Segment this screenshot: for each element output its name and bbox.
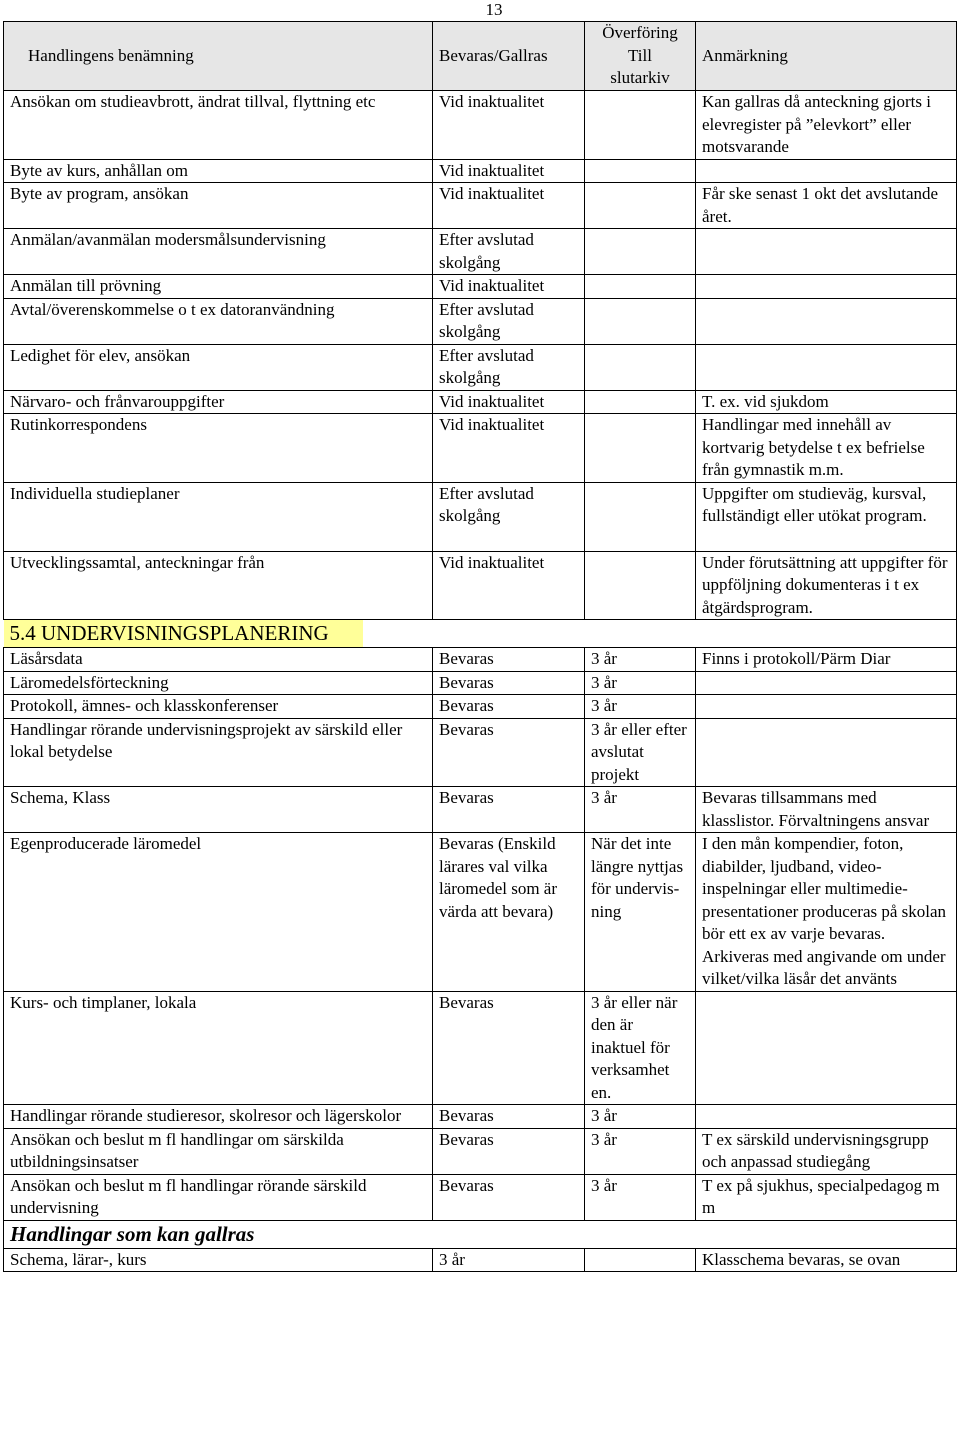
cell-name: Ansökan och beslut m fl handlingar om särskilda utbildningsinsatser <box>4 1128 433 1174</box>
cell-name: Handlingar rörande undervisningsprojekt av särskild eller lokal betydelse <box>4 718 433 787</box>
cell-name: Anmälan/avanmälan modersmålsundervisning <box>4 229 433 275</box>
table-row <box>4 695 957 719</box>
cell-name: Schema, Klass <box>4 787 433 833</box>
cell-note: Handlingar med innehåll av kortvarig betydelse t ex befrielse från gymnastik m.m. <box>696 414 957 483</box>
table-row <box>4 159 957 183</box>
cell-keep: Vid inaktualitet <box>433 275 585 299</box>
cell-transfer <box>585 414 696 483</box>
cell-name: Anmälan till prövning <box>4 275 433 299</box>
cell-name: Handlingar rörande studieresor, skolresor och lägerskolor <box>4 1105 433 1129</box>
cell-transfer: 3 år <box>585 695 696 719</box>
section-header-row <box>4 620 957 648</box>
cell-transfer: 3 år <box>585 671 696 695</box>
cell-name: Kurs- och timplaner, lokala <box>4 991 433 1105</box>
cell-note <box>696 275 957 299</box>
cell-transfer: 3 år <box>585 648 696 672</box>
table-row <box>4 229 957 275</box>
cell-keep: Efter avslutad skolgång <box>433 344 585 390</box>
table-row <box>4 833 957 992</box>
cell-name: Utvecklingssamtal, anteckningar från <box>4 551 433 620</box>
table-row <box>4 648 957 672</box>
cell-note <box>696 159 957 183</box>
cell-keep: Bevaras <box>433 991 585 1105</box>
cell-name: Närvaro- och frånvarouppgifter <box>4 390 433 414</box>
cell-note <box>696 298 957 344</box>
cell-keep: Vid inaktualitet <box>433 183 585 229</box>
table-row <box>4 671 957 695</box>
cell-name: Individuella studieplaner <box>4 482 433 551</box>
cell-transfer <box>585 229 696 275</box>
cell-note: Kan gallras då anteckning gjorts i elevregister på ”elevkort” eller motsvarande <box>696 91 957 160</box>
cell-note <box>696 991 957 1105</box>
cell-transfer: 3 år <box>585 1128 696 1174</box>
header-name: Handlingens benämning <box>4 22 433 91</box>
cell-keep: Bevaras <box>433 1128 585 1174</box>
cell-keep: Bevaras (Enskild lärares val vilka läromedel som är värda att bevara) <box>433 833 585 992</box>
cell-transfer <box>585 344 696 390</box>
cell-transfer <box>585 390 696 414</box>
cell-keep: Vid inaktualitet <box>433 551 585 620</box>
cell-keep: Vid inaktualitet <box>433 91 585 160</box>
cell-transfer: 3 år <box>585 1174 696 1220</box>
cell-transfer <box>585 298 696 344</box>
cell-note: T. ex. vid sjukdom <box>696 390 957 414</box>
table-row <box>4 787 957 833</box>
gallras-header-row <box>4 1220 957 1248</box>
cell-name: Avtal/överenskommelse o t ex datoranvändning <box>4 298 433 344</box>
cell-name: Egenproducerade läromedel <box>4 833 433 992</box>
cell-transfer <box>585 159 696 183</box>
table-row <box>4 1105 957 1129</box>
cell-name: Protokoll, ämnes- och klasskonferenser <box>4 695 433 719</box>
cell-keep: 3 år <box>433 1248 585 1272</box>
cell-transfer: 3 år <box>585 1105 696 1129</box>
cell-keep: Efter avslutad skolgång <box>433 482 585 551</box>
header-keep: Bevaras/Gallras <box>433 22 585 91</box>
table-header-row <box>4 22 957 91</box>
cell-name: Läsårsdata <box>4 648 433 672</box>
cell-transfer: När det inte längre nyttjas för undervis-ning <box>585 833 696 992</box>
cell-name: Ansökan om studieavbrott, ändrat tillval, flyttning etc <box>4 91 433 160</box>
table-row <box>4 183 957 229</box>
cell-keep: Bevaras <box>433 671 585 695</box>
cell-note <box>696 229 957 275</box>
cell-transfer <box>585 91 696 160</box>
table-row <box>4 298 957 344</box>
table-row <box>4 482 957 551</box>
table-row <box>4 275 957 299</box>
cell-keep: Bevaras <box>433 787 585 833</box>
table-row <box>4 551 957 620</box>
cell-note: Bevaras tillsammans med klasslistor. Förvaltningens ansvar <box>696 787 957 833</box>
cell-transfer <box>585 1248 696 1272</box>
cell-note: Under förutsättning att uppgifter för uppföljning dokumenteras i t ex åtgärdsprogram. <box>696 551 957 620</box>
cell-name: Läromedelsförteckning <box>4 671 433 695</box>
cell-transfer <box>585 183 696 229</box>
cell-note <box>696 1105 957 1129</box>
cell-keep: Bevaras <box>433 1105 585 1129</box>
cell-keep: Vid inaktualitet <box>433 390 585 414</box>
table-row <box>4 1128 957 1174</box>
cell-note: I den mån kompendier, foton, diabilder, ljudband, video-inspelningar eller multimedie-presentationer produceras på skolan bör ett ex av varje bevaras. Arkiveras med angivande om under vilket/vilka läsår det använts <box>696 833 957 992</box>
cell-note: Finns i protokoll/Pärm Diar <box>696 648 957 672</box>
cell-transfer <box>585 482 696 551</box>
cell-note <box>696 718 957 787</box>
cell-name: Byte av kurs, anhållan om <box>4 159 433 183</box>
table-row <box>4 1174 957 1220</box>
cell-transfer: 3 år <box>585 787 696 833</box>
section-title-text: 5.4 UNDERVISNINGSPLANERING <box>4 620 363 647</box>
cell-note <box>696 671 957 695</box>
table-row <box>4 344 957 390</box>
cell-name: Byte av program, ansökan <box>4 183 433 229</box>
cell-keep: Efter avslutad skolgång <box>433 298 585 344</box>
cell-note: T ex särskild undervisningsgrupp och anpassad studiegång <box>696 1128 957 1174</box>
cell-name: Rutinkorrespondens <box>4 414 433 483</box>
table-row <box>4 390 957 414</box>
header-transfer: Överföring Till slutarkiv <box>585 22 696 91</box>
retention-table <box>3 21 957 1272</box>
cell-transfer <box>585 551 696 620</box>
cell-note: Uppgifter om studieväg, kursval, fullständigt eller utökat program. <box>696 482 957 551</box>
table-row <box>4 1248 957 1272</box>
cell-keep: Bevaras <box>433 695 585 719</box>
cell-note <box>696 695 957 719</box>
cell-note: Får ske senast 1 okt det avslutande året. <box>696 183 957 229</box>
cell-name: Schema, lärar-, kurs <box>4 1248 433 1272</box>
section-title <box>4 620 957 648</box>
cell-note: Klasschema bevaras, se ovan <box>696 1248 957 1272</box>
table-row <box>4 91 957 160</box>
cell-transfer: 3 år eller när den är inaktuel för verksamhet en. <box>585 991 696 1105</box>
cell-keep: Bevaras <box>433 1174 585 1220</box>
gallras-title: Handlingar som kan gallras <box>4 1220 957 1248</box>
cell-note: T ex på sjukhus, specialpedagog m m <box>696 1174 957 1220</box>
table-row <box>4 991 957 1105</box>
cell-keep: Bevaras <box>433 718 585 787</box>
table-row <box>4 718 957 787</box>
cell-note <box>696 344 957 390</box>
cell-transfer: 3 år eller efter avslutat projekt <box>585 718 696 787</box>
cell-keep: Vid inaktualitet <box>433 159 585 183</box>
cell-keep: Bevaras <box>433 648 585 672</box>
header-note: Anmärkning <box>696 22 957 91</box>
page-number: 13 <box>485 0 503 19</box>
table-row <box>4 414 957 483</box>
cell-name: Ledighet för elev, ansökan <box>4 344 433 390</box>
cell-name: Ansökan och beslut m fl handlingar rörande särskild undervisning <box>4 1174 433 1220</box>
cell-transfer <box>585 275 696 299</box>
cell-keep: Vid inaktualitet <box>433 414 585 483</box>
cell-keep: Efter avslutad skolgång <box>433 229 585 275</box>
